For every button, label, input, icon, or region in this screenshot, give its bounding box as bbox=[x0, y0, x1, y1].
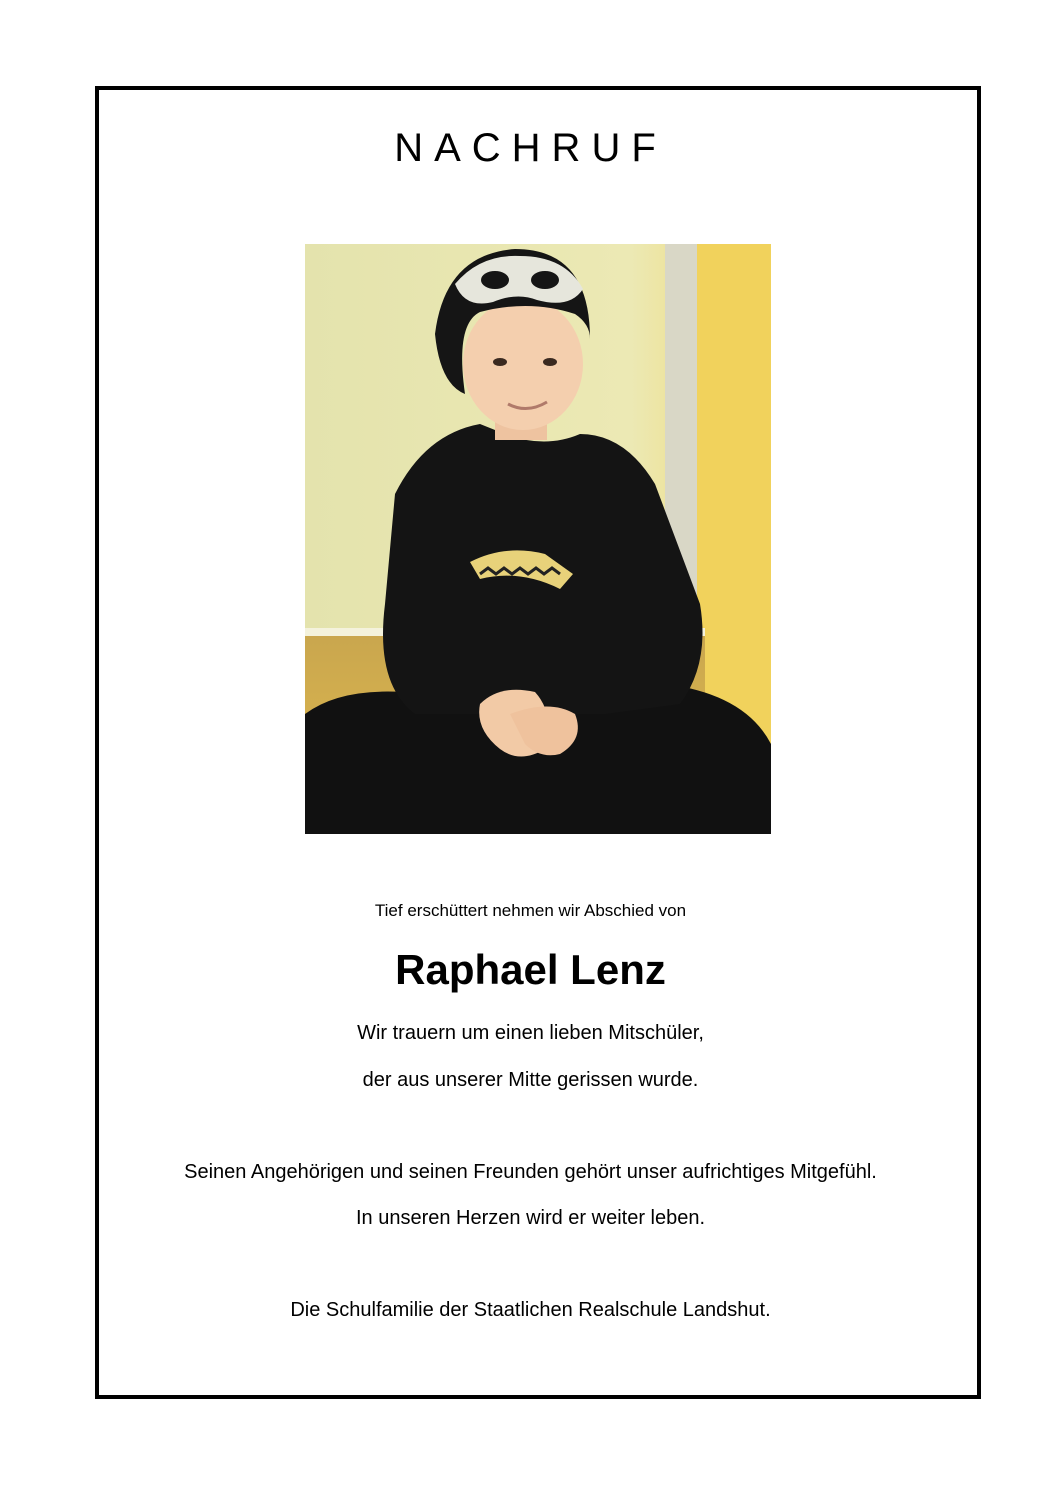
portrait-illustration bbox=[305, 244, 771, 834]
portrait-photo bbox=[305, 244, 771, 834]
face bbox=[463, 298, 583, 430]
signature-text: Die Schulfamilie der Staatlichen Realschule Landshut. bbox=[290, 1299, 771, 1321]
page-title: NACHRUF bbox=[394, 126, 667, 170]
mourning-line-1: Wir trauern um einen lieben Mitschüler, bbox=[357, 1022, 704, 1044]
left-eye bbox=[493, 358, 507, 366]
right-eye bbox=[543, 358, 557, 366]
condolence-line-1: Seinen Angehörigen und seinen Freunden gehört unser aufrichtiges Mitgefühl. bbox=[184, 1161, 877, 1183]
intro-text: Tief erschüttert nehmen wir Abschied von bbox=[374, 901, 687, 920]
condolence-line-2: In unseren Herzen wird er weiter leben. bbox=[355, 1207, 706, 1229]
mourning-line-2: der aus unserer Mitte gerissen wurde. bbox=[362, 1069, 699, 1091]
deceased-name: Raphael Lenz bbox=[395, 946, 666, 993]
